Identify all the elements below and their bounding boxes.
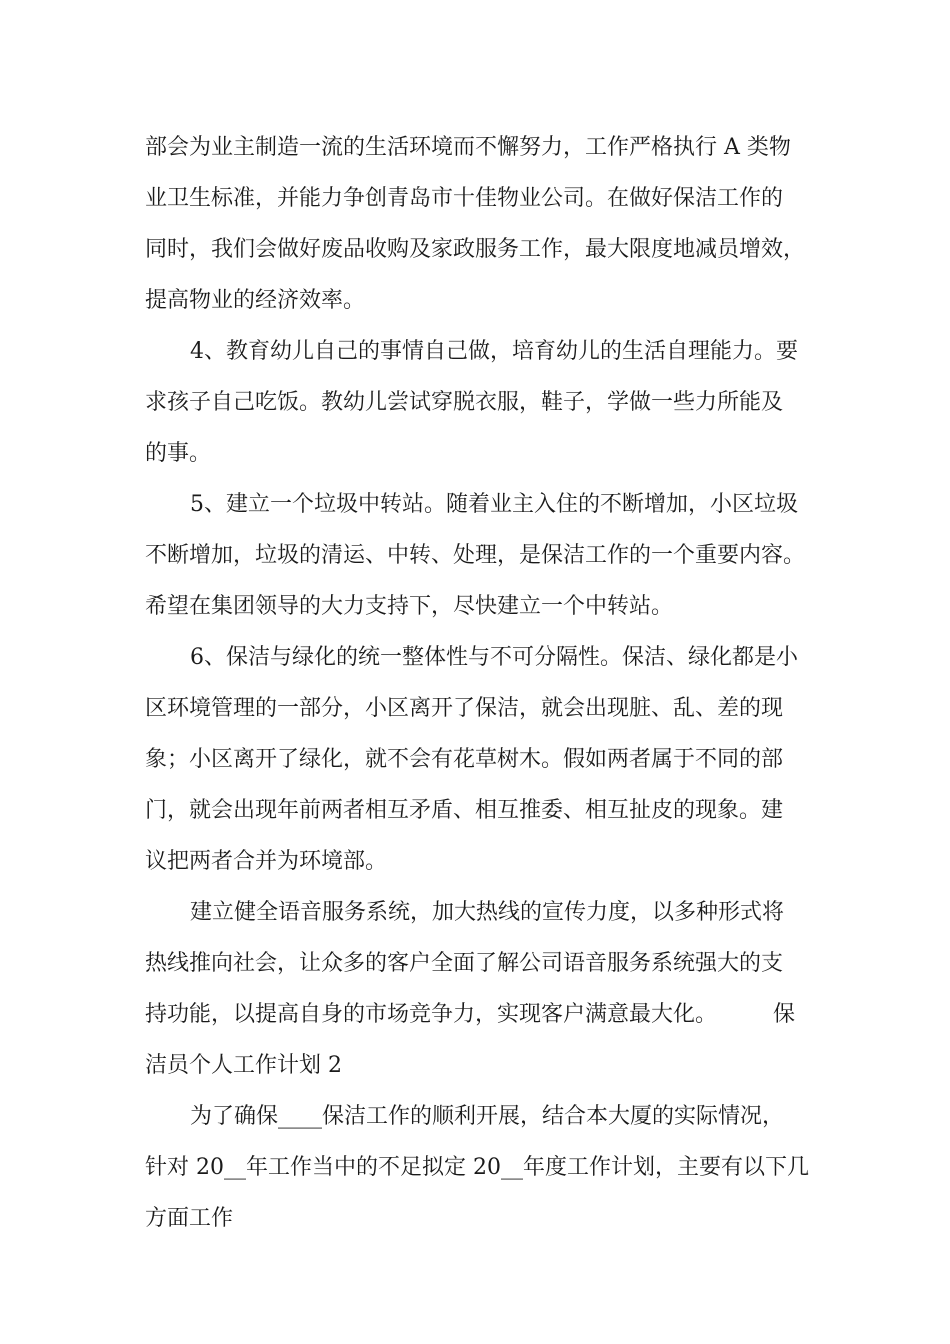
text-line: 的事。 (145, 441, 212, 466)
text-line: 5、建立一个垃圾中转站。随着业主入住的不断增加，小区垃圾 (190, 492, 798, 517)
text-line: 区环境管理的一部分，小区离开了保洁，就会出现脏、乱、差的现 (145, 696, 784, 721)
text-line: 希望在集团领导的大力支持下，尽快建立一个中转站。 (145, 594, 674, 619)
text-line: 同时，我们会做好废品收购及家政服务工作，最大限度地减员增效， (145, 237, 806, 262)
text-line: 热线推向社会，让众多的客户全面了解公司语音服务系统强大的支 (145, 951, 784, 976)
text-line: 持功能，以提高自身的市场竞争力，实现客户满意最大化。 保 (145, 1002, 795, 1027)
text-line: 议把两者合并为环境部。 (145, 849, 388, 874)
text-line: 建立健全语音服务系统，加大热线的宣传力度，以多种形式将 (190, 900, 785, 925)
text-line: 针对 20__年工作当中的不足拟定 20__年度工作计划，主要有以下几 (145, 1155, 809, 1180)
text-line: 4、教育幼儿自己的事情自己做，培育幼儿的生活自理能力。要 (190, 339, 798, 364)
text-line: 为了确保____保洁工作的顺利开展，结合本大厦的实际情况， (190, 1104, 785, 1129)
text-line: 部会为业主制造一流的生活环境而不懈努力，工作严格执行 A 类物 (145, 135, 791, 160)
text-line: 象；小区离开了绿化，就不会有花草树木。假如两者属于不同的部 (145, 747, 784, 772)
text-line: 不断增加，垃圾的清运、中转、处理，是保洁工作的一个重要内容。 (145, 543, 806, 568)
text-line: 6、保洁与绿化的统一整体性与不可分隔性。保洁、绿化都是小 (190, 645, 798, 670)
text-line: 业卫生标准，并能力争创青岛市十佳物业公司。在做好保洁工作的 (145, 186, 784, 211)
text-line: 求孩子自己吃饭。教幼儿尝试穿脱衣服，鞋子，学做一些力所能及 (145, 390, 784, 415)
text-line: 提高物业的经济效率。 (145, 288, 366, 313)
text-line: 门，就会出现年前两者相互矛盾、相互推委、相互扯皮的现象。建 (145, 798, 784, 823)
text-line: 方面工作 (145, 1206, 234, 1231)
section-heading: 洁员个人工作计划 2 (145, 1053, 342, 1078)
